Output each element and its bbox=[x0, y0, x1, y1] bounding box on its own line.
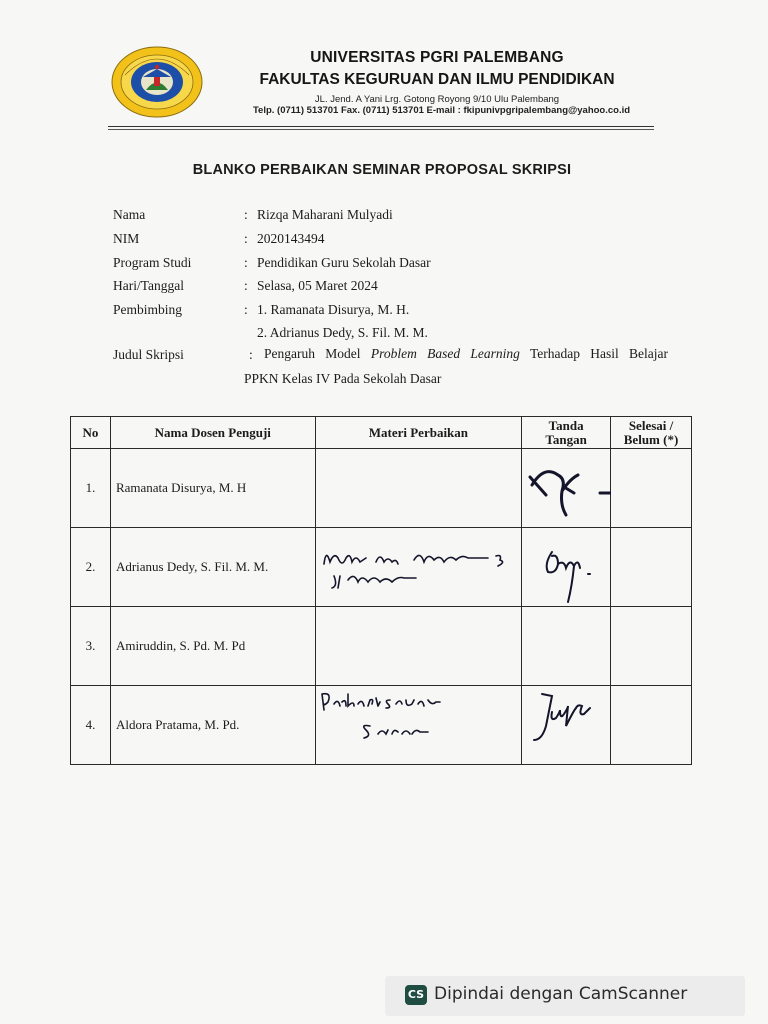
header-nama: Nama Dosen Penguji bbox=[110, 417, 315, 449]
header-divider-thin bbox=[108, 129, 654, 130]
nim-label: NIM bbox=[113, 231, 140, 246]
header-selesai bbox=[611, 417, 692, 449]
colon: : bbox=[244, 278, 248, 293]
colon: : bbox=[244, 302, 248, 317]
signature-icon bbox=[522, 686, 611, 764]
row-no: 3. bbox=[71, 607, 111, 686]
header-tanda-1: Tanda bbox=[548, 417, 584, 433]
row-materi bbox=[315, 686, 522, 765]
row-signature bbox=[522, 449, 611, 528]
header-no: No bbox=[71, 417, 111, 449]
colon: : bbox=[244, 231, 248, 246]
handwritten-note-icon bbox=[316, 528, 523, 606]
row-materi bbox=[315, 528, 522, 607]
row-nama: Amiruddin, S. Pd. M. Pd bbox=[110, 607, 315, 686]
row-nama: Ramanata Disurya, M. H bbox=[110, 449, 315, 528]
header-tanda-2: Tangan bbox=[545, 431, 587, 447]
table-row bbox=[71, 607, 692, 686]
prodi-label: Program Studi bbox=[113, 255, 192, 270]
judul-pre: Pengaruh Model bbox=[264, 346, 361, 361]
row-selesai bbox=[611, 449, 692, 528]
prodi-value: Pendidikan Guru Sekolah Dasar bbox=[257, 255, 431, 270]
document-title: BLANKO PERBAIKAN SEMINAR PROPOSAL SKRIPSI bbox=[192, 162, 572, 178]
header-materi: Materi Perbaikan bbox=[315, 417, 522, 449]
signature-icon bbox=[522, 528, 611, 606]
handwritten-note-icon bbox=[316, 686, 523, 764]
row-selesai bbox=[611, 528, 692, 607]
hari-label: Hari/Tanggal bbox=[113, 278, 185, 293]
address: JL. Jend. A Yani Lrg. Gotong Royong 9/10 Ulu Palembang bbox=[314, 94, 560, 105]
table-header-row bbox=[71, 417, 692, 449]
header-divider bbox=[108, 126, 654, 127]
colon: : bbox=[244, 255, 248, 270]
camscanner-label: Dipindai dengan CamScanner bbox=[434, 984, 688, 1004]
row-materi bbox=[315, 607, 522, 686]
pembimbing-1: 1. Ramanata Disurya, M. H. bbox=[257, 302, 410, 317]
header-selesai-2: Belum (*) bbox=[623, 431, 679, 447]
faculty-name: FAKULTAS KEGURUAN DAN ILMU PENDIDIKAN bbox=[259, 71, 615, 88]
row-nama: Adrianus Dedy, S. Fil. M. M. bbox=[110, 528, 315, 607]
table-row bbox=[71, 449, 692, 528]
hari-value: Selasa, 05 Maret 2024 bbox=[257, 278, 378, 293]
judul-italic: Problem Based Learning bbox=[370, 346, 520, 361]
colon: : bbox=[249, 347, 253, 362]
bleed-through-mark bbox=[88, 0, 298, 16]
header-selesai-1: Selesai / bbox=[628, 417, 674, 433]
row-no: 4. bbox=[71, 686, 111, 765]
judul-value-line2: PPKN Kelas IV Pada Sekolah Dasar bbox=[244, 371, 442, 386]
judul-value bbox=[264, 346, 668, 362]
judul-label: Judul Skripsi bbox=[113, 347, 184, 362]
university-logo-icon bbox=[110, 45, 204, 119]
header-tanda bbox=[522, 417, 611, 449]
row-selesai bbox=[611, 686, 692, 765]
signature-icon bbox=[522, 449, 611, 527]
revision-table bbox=[70, 416, 692, 765]
row-signature bbox=[522, 607, 611, 686]
pembimbing-label: Pembimbing bbox=[113, 302, 183, 317]
nama-label: Nama bbox=[113, 207, 146, 222]
camscanner-icon: CS bbox=[405, 985, 427, 1005]
contact-info: Telp. (0711) 513701 Fax. (0711) 513701 E-mail : fkipunivpgripalembang@yahoo.co.id bbox=[252, 105, 631, 116]
nama-value: Rizqa Maharani Mulyadi bbox=[257, 207, 393, 222]
table-row bbox=[71, 528, 692, 607]
row-no: 2. bbox=[71, 528, 111, 607]
row-materi bbox=[315, 449, 522, 528]
nim-value: 2020143494 bbox=[257, 231, 325, 246]
row-signature bbox=[522, 686, 611, 765]
table-row bbox=[71, 686, 692, 765]
pembimbing-2: 2. Adrianus Dedy, S. Fil. M. M. bbox=[257, 325, 428, 340]
row-signature bbox=[522, 528, 611, 607]
judul-post: Terhadap Hasil Belajar bbox=[529, 346, 669, 361]
row-selesai bbox=[611, 607, 692, 686]
row-nama: Aldora Pratama, M. Pd. bbox=[110, 686, 315, 765]
colon: : bbox=[244, 207, 248, 222]
university-name: UNIVERSITAS PGRI PALEMBANG bbox=[310, 49, 564, 66]
row-no: 1. bbox=[71, 449, 111, 528]
